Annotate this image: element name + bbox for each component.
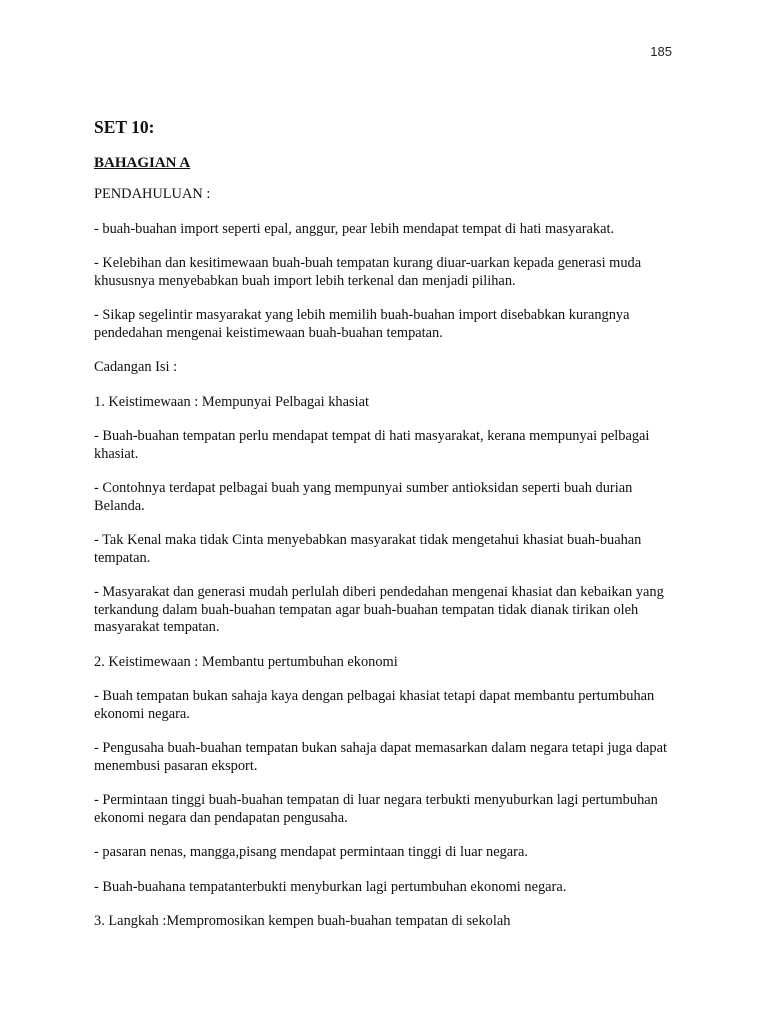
page-number: 185	[650, 44, 672, 59]
point2-item: - Buah-buahana tempatanterbukti menyburkan lagi pertumbuhan ekonomi negara.	[94, 878, 567, 895]
point2-item: - Buah tempatan bukan sahaja kaya dengan pelbagai khasiat tetapi dapat membantu pertumbuhan ekonomi negara.	[94, 688, 655, 722]
document-body	[94, 116, 684, 948]
intro-point: - Kelebihan dan kesitimewaan buah-buah tempatan kurang diuar-uarkan kepada generasi muda khususnya menyebabkan buah import lebih terkenal dan menjadi pilihan.	[94, 255, 642, 289]
point1-item: - Buah-buahan tempatan perlu mendapat tempat di hati masyarakat, kerana mempunyai pelbagai khasiat.	[94, 428, 650, 462]
section-title: BAHAGIAN A	[94, 155, 191, 171]
point3-heading: 3. Langkah :Mempromosikan kempen buah-buahan tempatan di sekolah	[94, 913, 511, 929]
set-title: SET 10:	[94, 117, 155, 137]
intro-point: - Sikap segelintir masyarakat yang lebih memilih buah-buahan import disebabkan kurangnya pendedahan mengenai keistimewaan buah-buahan tempatan.	[94, 307, 630, 341]
point2-item: - Pengusaha buah-buahan tempatan bukan sahaja dapat memasarkan dalam negara tetapi juga dapat menembusi pasaran eksport.	[94, 740, 667, 774]
point1-heading: 1. Keistimewaan : Mempunyai Pelbagai khasiat	[94, 393, 369, 410]
cadangan-heading: Cadangan Isi :	[94, 359, 178, 375]
point2-heading: 2. Keistimewaan : Membantu pertumbuhan ekonomi	[94, 653, 398, 670]
intro-point: - buah-buahan import seperti epal, anggur, pear lebih mendapat tempat di hati masyarakat.	[94, 220, 615, 237]
point2-item: - Permintaan tinggi buah-buahan tempatan di luar negara terbukti menyuburkan lagi pertumbuhan ekonomi negara dan pendapatan pengusaha.	[94, 792, 658, 826]
point1-item: - Contohnya terdapat pelbagai buah yang mempunyai sumber antioksidan seperti buah durian Belanda.	[94, 480, 633, 514]
point1-item: - Masyarakat dan generasi mudah perlulah diberi pendedahan mengenai khasiat dan kebaikan yang terkandung dalam buah-buahan tempatan agar buah-buahan tempatan tidak dianak tirikan oleh masyarakat tempatan.	[94, 584, 664, 635]
point1-item: - Tak Kenal maka tidak Cinta menyebabkan masyarakat tidak mengetahui khasiat buah-buahan tempatan.	[94, 532, 642, 566]
intro-heading: PENDAHULUAN :	[94, 186, 211, 202]
point2-item: - pasaran nenas, mangga,pisang mendapat permintaan tinggi di luar negara.	[94, 844, 528, 860]
